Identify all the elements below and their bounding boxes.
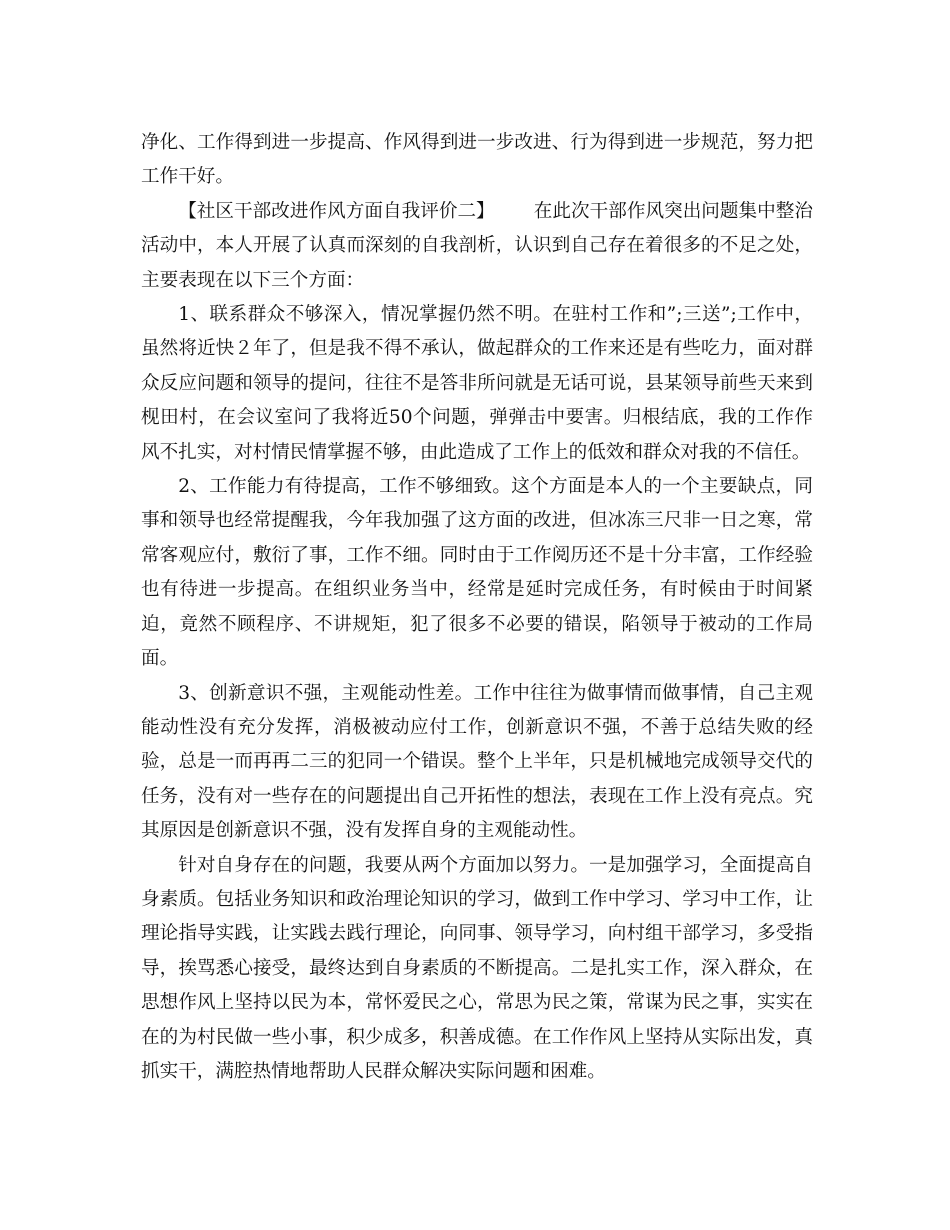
paragraph-text: 1、联系群众不够深入，情况掌握仍然不明。在驻村工作和”;三送”;工作中，虽然将近快２年了，但是我不得不承认，做起群众的工作来还是有些吃力，面对群众反应问题和领导的提问，往往不是答非所问就是无话可说，县某领导前些天来到枧田村，在会议室问了我将近50个问题，弹弹击中要害。归根结底，我的工作作风不扎实，对村情民情掌握不够，由此造成了工作上的低效和群众对我的不信任。 xyxy=(141,304,813,463)
paragraph-point-1 xyxy=(141,298,813,470)
paragraph-point-3 xyxy=(141,677,813,849)
document-body xyxy=(141,126,813,1089)
section-heading: 【社区干部改进作风方面自我评价二】 xyxy=(178,200,495,222)
paragraph-text: 2、工作能力有待提高，工作不够细致。这个方面是本人的一个主要缺点，同事和领导也经常提醒我，今年我加强了这方面的改进，但冰冻三尺非一日之寒，常常客观应付，敷衍了事，工作不细。同时由于工作阅历还不是十分丰富，工作经验也有待进一步提高。在组织业务当中，经常是延时完成任务，有时候由于时间紧迫，竟然不顾程序、不讲规矩，犯了很多不必要的错误，陷领导于被动的工作局面。 xyxy=(141,476,813,670)
paragraph-improvement xyxy=(141,849,813,1090)
paragraph-continuation xyxy=(141,126,813,195)
paragraph-text: 净化、工作得到进一步提高、作风得到进一步改进、行为得到进一步规范，努力把工作干好。 xyxy=(141,132,813,188)
paragraph-text: 针对自身存在的问题，我要从两个方面加以努力。一是加强学习，全面提高自身素质。包括业务知识和政治理论知识的学习，做到工作中学习、学习中工作，让理论指导实践，让实践去践行理论，向同事、领导学习，向村组干部学习，多受指导，挨骂悉心接受，最终达到自身素质的不断提高。二是扎实工作，深入群众，在思想作风上坚持以民为本，常怀爱民之心，常思为民之策，常谋为民之事，实实在在的为村民做一些小事，积少成多，积善成德。在工作作风上坚持从实际出发，真抓实干，满腔热情地帮助人民群众解决实际问题和困难。 xyxy=(141,854,813,1082)
paragraph-text: 在此次干部作风突出问题集中整治活动中，本人开展了认真而深刻的自我剖析，认识到自己存在着很多的不足之处，主要表现在以下三个方面： xyxy=(141,200,813,291)
paragraph-point-2 xyxy=(141,470,813,676)
paragraph-section-heading xyxy=(141,195,813,298)
paragraph-text: 3、创新意识不强，主观能动性差。工作中往往为做事情而做事情，自己主观能动性没有充分发挥，消极被动应付工作，创新意识不强，不善于总结失败的经验，总是一而再再二三的犯同一个错误。整个上半年，只是机械地完成领导交代的任务，没有对一些存在的问题提出自己开拓性的想法，表现在工作上没有亮点。究其原因是创新意识不强，没有发挥自身的主观能动性。 xyxy=(141,682,813,842)
